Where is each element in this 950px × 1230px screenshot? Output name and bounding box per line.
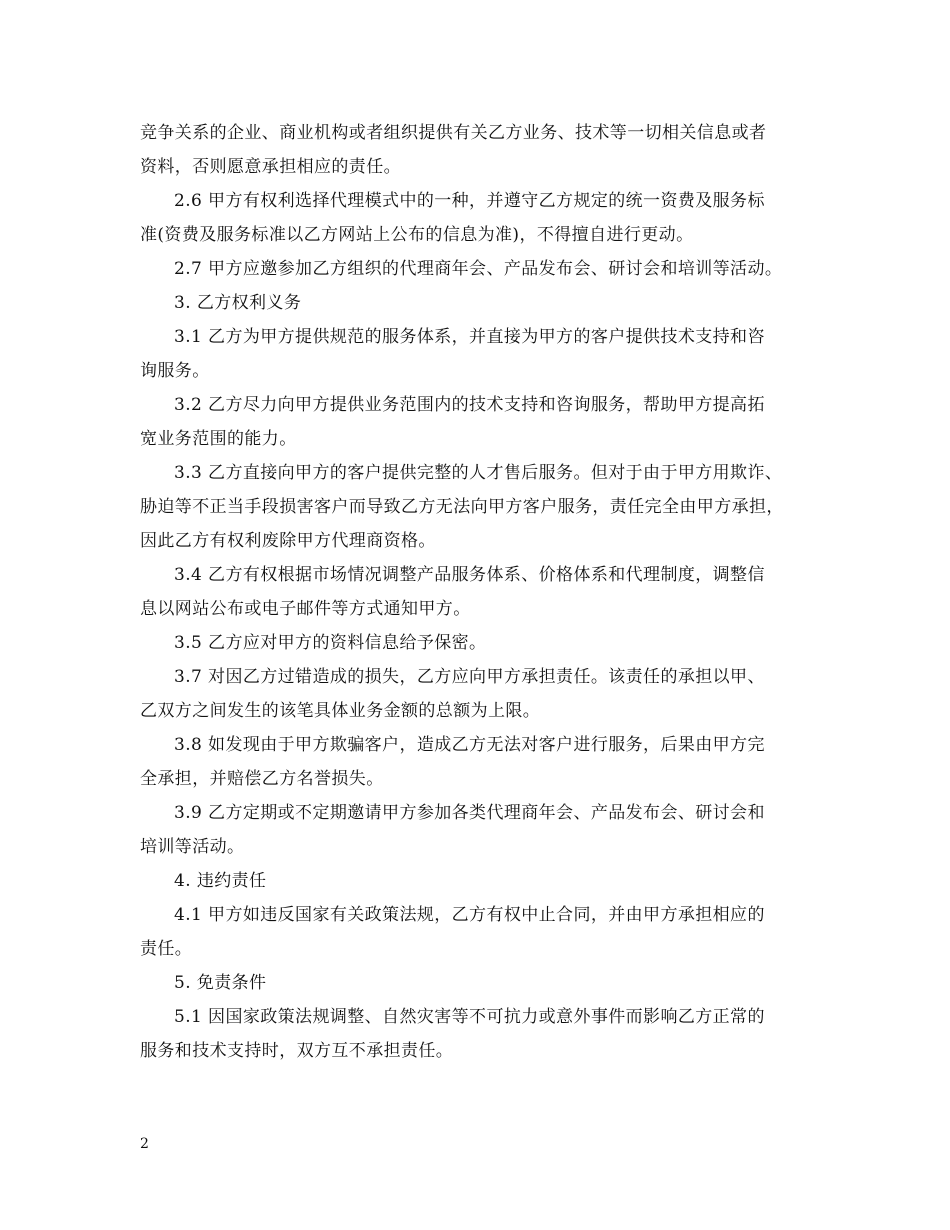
text-line-10: 宽业务范围的能力。 (140, 429, 297, 449)
text-line-4: 准(资费及服务标准以乙方网站上公布的信息为准)，不得擅自进行更动。 (140, 225, 694, 245)
text-line-22: 培训等活动。 (140, 837, 245, 857)
text-line-20: 全承担，并赔偿乙方名誉损失。 (140, 769, 384, 789)
section-heading-5: 5. 免责条件 (174, 973, 267, 993)
text-line-13: 因此乙方有权利废除甲方代理商资格。 (140, 531, 436, 551)
text-line-15: 息以网站公布或电子邮件等方式通知甲方。 (140, 599, 471, 619)
text-line-28: 服务和技术支持时，双方互不承担责任。 (140, 1041, 454, 1061)
clause-3-5: 3.5 乙方应对甲方的资料信息给予保密。 (174, 633, 487, 653)
text-line-25: 责任。 (140, 939, 193, 959)
clause-3-4: 3.4 乙方有权根据市场情况调整产品服务体系、价格体系和代理制度，调整信 (174, 565, 765, 585)
clause-3-8: 3.8 如发现由于甲方欺骗客户，造成乙方无法对客户进行服务，后果由甲方完 (174, 735, 765, 755)
text-line-2: 资料，否则愿意承担相应的责任。 (140, 157, 401, 177)
section-heading-3: 3. 乙方权利义务 (174, 293, 302, 313)
clause-3-2: 3.2 乙方尽力向甲方提供业务范围内的技术支持和咨询服务，帮助甲方提高拓 (174, 395, 765, 415)
clause-3-9: 3.9 乙方定期或不定期邀请甲方参加各类代理商年会、产品发布会、研讨会和 (174, 803, 765, 823)
clause-3-7: 3.7 对因乙方过错造成的损失，乙方应向甲方承担责任。该责任的承担以甲、 (174, 667, 765, 687)
clause-2-6: 2.6 甲方有权利选择代理模式中的一种，并遵守乙方规定的统一资费及服务标 (174, 191, 765, 211)
clause-5-1: 5.1 因国家政策法规调整、自然灾害等不可抗力或意外事件而影响乙方正常的 (174, 1007, 765, 1027)
text-line-8: 询服务。 (140, 361, 210, 381)
text-line-18: 乙双方之间发生的该笔具体业务金额的总额为上限。 (140, 701, 541, 721)
section-heading-4: 4. 违约责任 (174, 871, 267, 891)
page-number: 2 (140, 1136, 149, 1152)
text-line-12: 胁迫等不正当手段损害客户而导致乙方无法向甲方客户服务，责任完全由甲方承担， (140, 497, 784, 517)
clause-3-1: 3.1 乙方为甲方提供规范的服务体系，并直接为甲方的客户提供技术支持和咨 (174, 327, 765, 347)
clause-3-3: 3.3 乙方直接向甲方的客户提供完整的人才售后服务。但对于由于甲方用欺诈、 (174, 463, 783, 483)
document-body (140, 116, 820, 1068)
clause-4-1: 4.1 甲方如违反国家有关政策法规，乙方有权中止合同，并由甲方承担相应的 (174, 905, 765, 925)
clause-2-7: 2.7 甲方应邀参加乙方组织的代理商年会、产品发布会、研讨会和培训等活动。 (174, 259, 783, 279)
text-line-1: 竞争关系的企业、商业机构或者组织提供有关乙方业务、技术等一切相关信息或者 (140, 123, 767, 143)
